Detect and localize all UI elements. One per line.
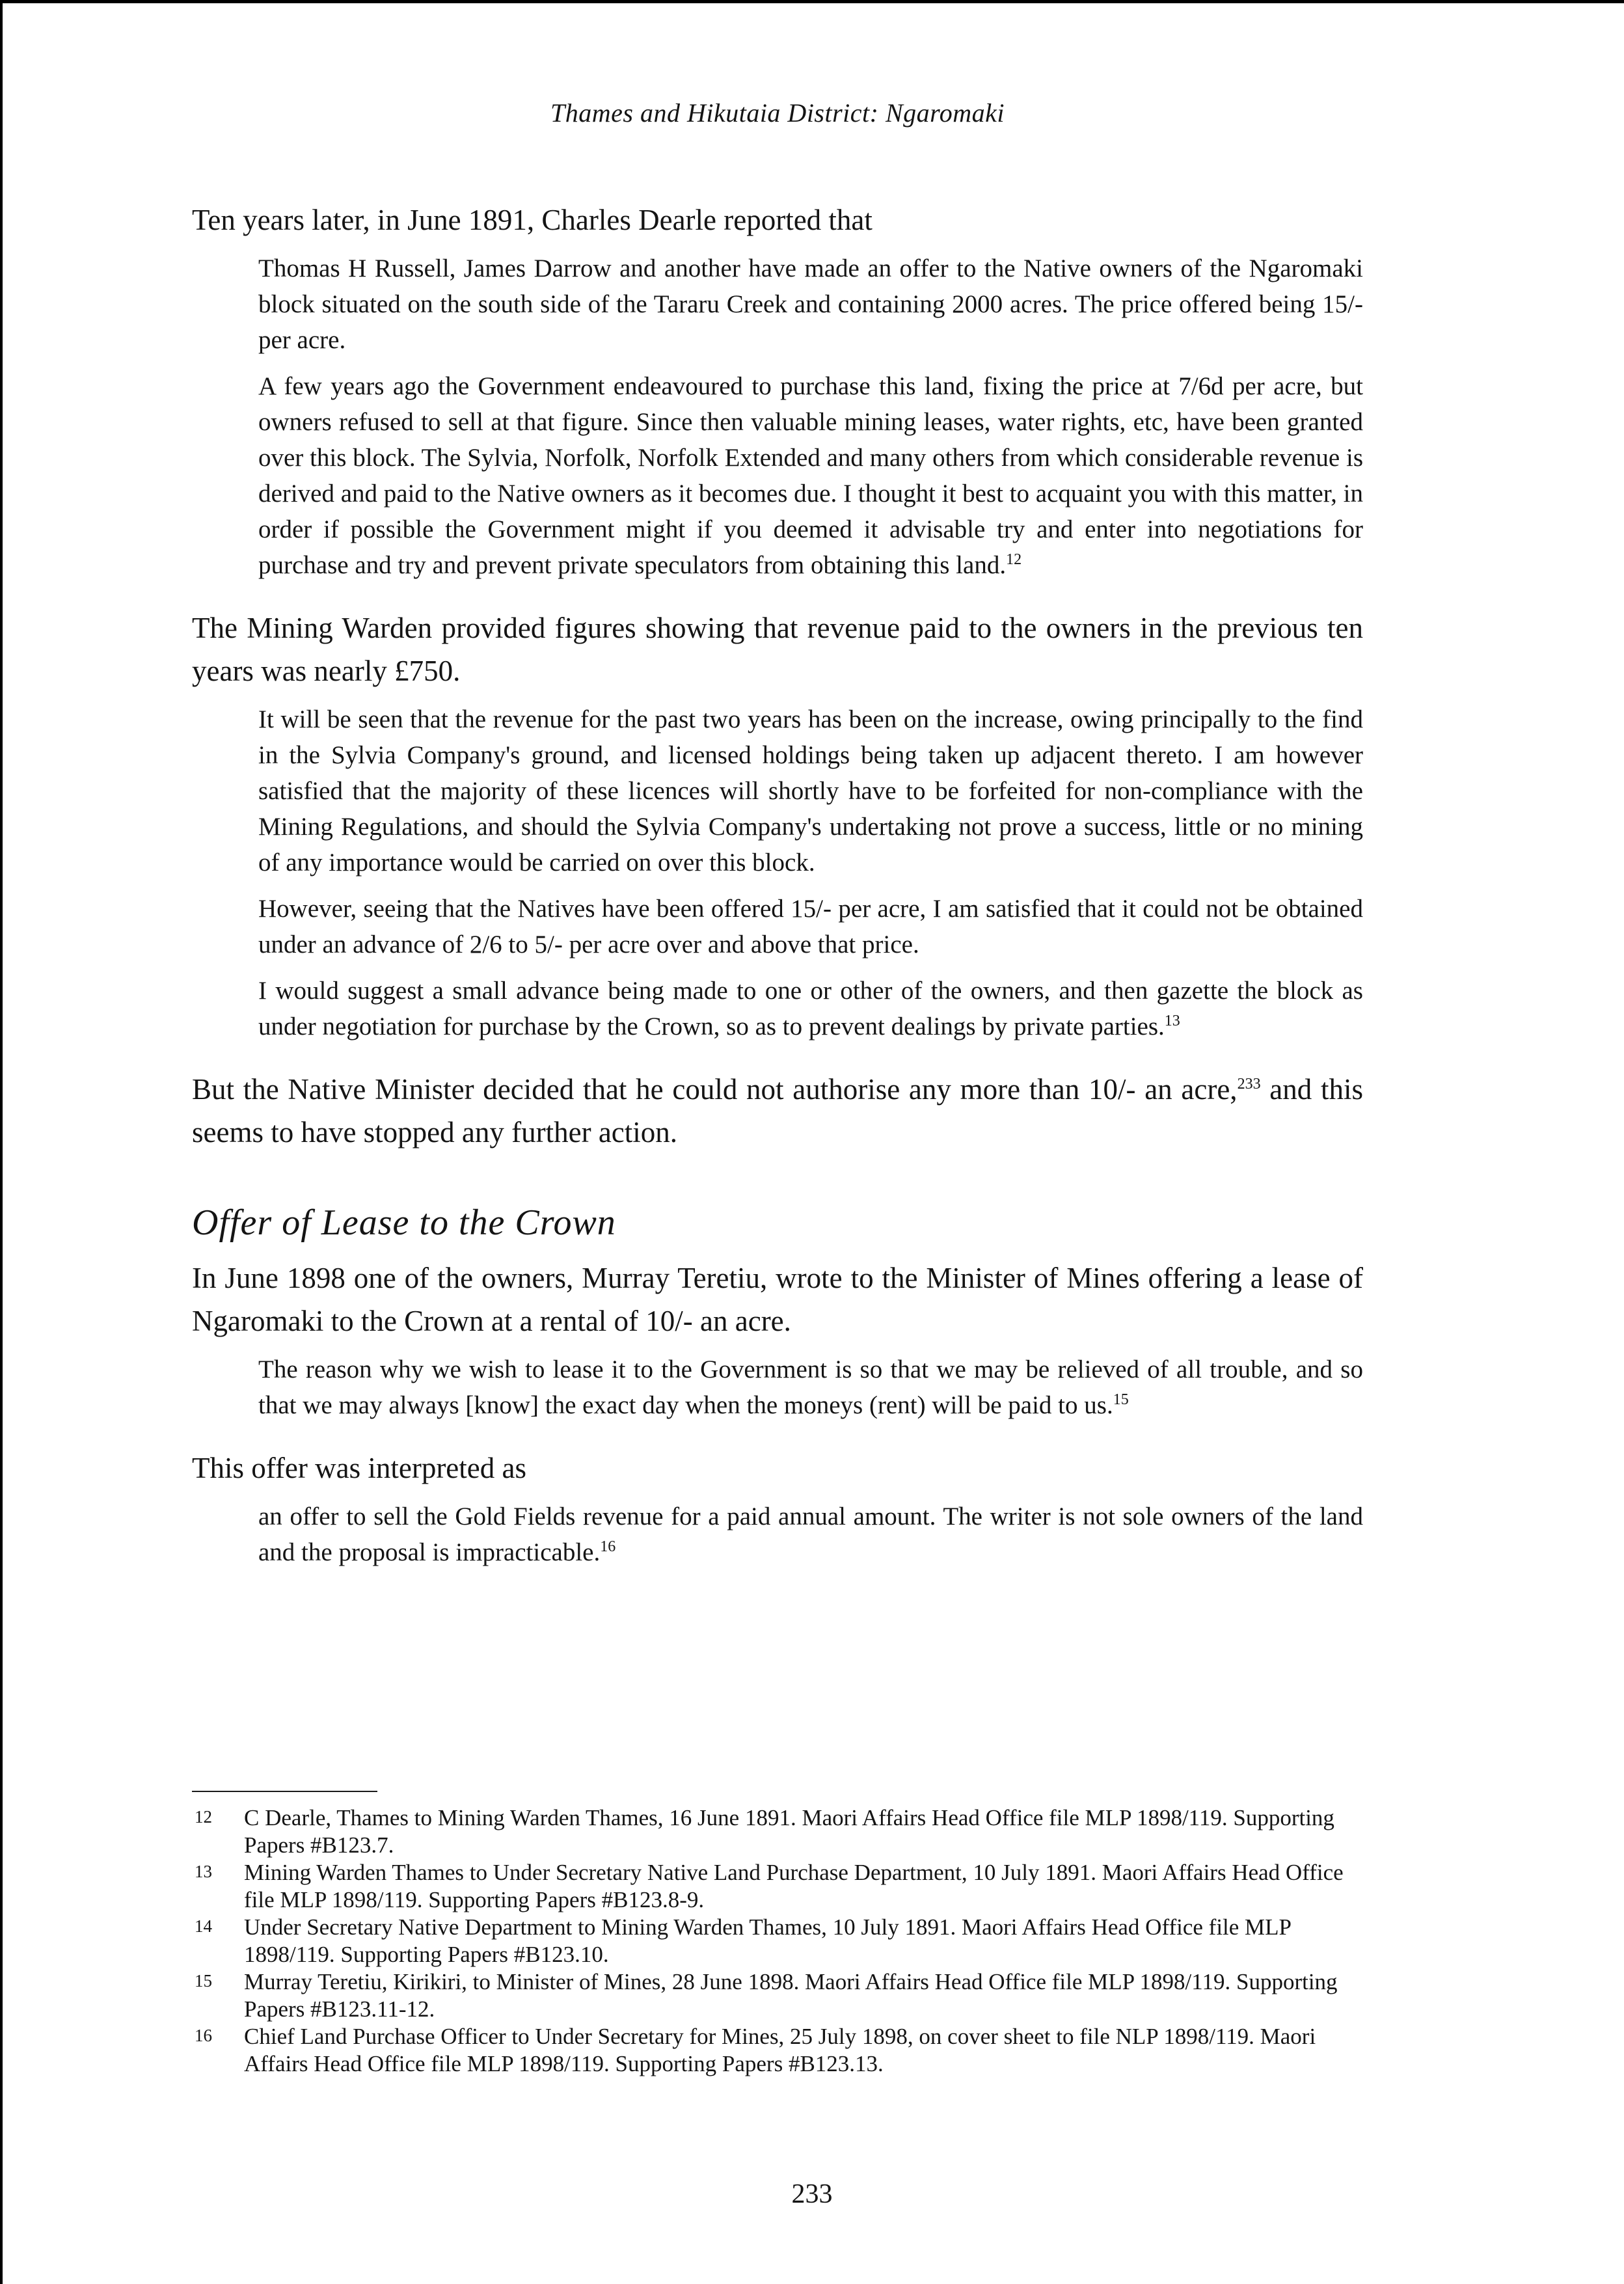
running-head: Thames and Hikutaia District: Ngaromaki [550,98,1005,128]
footnote-number: 16 [195,2026,212,2045]
quote-2c-text: I would suggest a small advance being made to one or other of the owners, and then gazette the block as under negotiation for purchase by the Crown, so as to prevent dealings by private parties. [258,977,1363,1040]
left-border-line [0,0,3,2284]
footnote-ref-12: 12 [1006,551,1022,568]
footnote-ref-15: 15 [1113,1391,1129,1408]
footnote-number: 14 [195,1916,212,1936]
footnote-15 [192,1968,1370,2023]
paragraph-2: The Mining Warden provided figures showing that revenue paid to the owners in the previous ten years was nearly £750. [192,612,1363,687]
paragraph-3-text-b: and this seems to have stopped any further action. [192,1073,1363,1149]
paragraph-3 [192,1068,1363,1154]
quote-paragraph-3 [258,1352,1363,1423]
footnote-12 [192,1804,1370,1859]
page-number: 233 [791,2179,833,2209]
quote-4-text: an offer to sell the Gold Fields revenue for a paid annual amount. The writer is not sole owners of the land and the proposal is impracticable. [258,1502,1363,1566]
footnote-text: C Dearle, Thames to Mining Warden Thames, 16 June 1891. Maori Affairs Head Office file MLP 1898/119. Supporting Papers #B123.7. [244,1805,1334,1858]
quote-3-text: The reason why we wish to lease it to the Government is so that we may be relieved of all trouble, and so that we may always [know] the exact day when the moneys (rent) will be paid to us. [258,1355,1363,1419]
block-quote-1 [192,251,1363,583]
paragraph-3-text-a: But the Native Minister decided that he could not authorise any more than 10/- an acre, [192,1073,1238,1106]
paragraph-4: In June 1898 one of the owners, Murray Teretiu, wrote to the Minister of Mines offering a lease of Ngaromaki to the Crown at a rental of 10/- an acre. [192,1262,1363,1337]
footnote-text: Under Secretary Native Department to Mining Warden Thames, 10 July 1891. Maori Affairs Head Office file MLP 1898/119. Supporting Papers #B123.10. [244,1914,1291,1967]
top-border-line [0,0,1624,3]
paragraph-5: This offer was interpreted as [192,1452,526,1484]
footnotes [192,1804,1370,2078]
footnote-text: Mining Warden Thames to Under Secretary Native Land Purchase Department, 10 July 1891. Maori Affairs Head Office file MLP 1898/119. Supporting Papers #B123.8-9. [244,1860,1344,1912]
footnote-ref-16: 16 [600,1538,616,1555]
footnote-ref-13: 13 [1164,1013,1180,1029]
footnote-14 [192,1914,1370,1968]
footnote-number: 15 [195,1971,212,1991]
quote-paragraph-2c [258,973,1363,1044]
footnote-ref-233: 233 [1237,1076,1261,1093]
footnote-number: 13 [195,1862,212,1881]
footnote-16 [192,2023,1370,2078]
block-quote-2 [192,701,1363,1044]
quote-paragraph-2b: However, seeing that the Natives have been offered 15/- per acre, I am satisfied that it could not be obtained under an advance of 2/6 to 5/- per acre over and above that price. [258,895,1363,958]
quote-paragraph-2a: It will be seen that the revenue for the past two years has been on the increase, owing principally to the find in the Sylvia Company's ground, and licensed holdings being taken up adjacent thereto. I am however satisfied that the majority of these licences will shortly have to be forfeited for non-compliance with the Mining Regulations, and should the Sylvia Company's undertaking not prove a success, little or no mining of any importance would be carried on over this block. [258,705,1363,877]
section-heading: Offer of Lease to the Crown [192,1203,616,1243]
quote-paragraph-1a: Thomas H Russell, James Darrow and another have made an offer to the Native owners of the Ngaromaki block situated on the south side of the Tararu Creek and containing 2000 acres. The price offered being 15/- per acre. [258,254,1363,354]
footnote-number: 12 [195,1807,212,1827]
footnote-text: Murray Teretiu, Kirikiri, to Minister of Mines, 28 June 1898. Maori Affairs Head Office file MLP 1898/119. Supporting Papers #B123.11-12. [244,1969,1338,2022]
footnote-separator [192,1791,377,1792]
footnote-13 [192,1859,1370,1914]
paragraph-1: Ten years later, in June 1891, Charles Dearle reported that [192,204,873,236]
quote-paragraph-1b [258,368,1363,583]
quote-1b-text: A few years ago the Government endeavoured to purchase this land, fixing the price at 7/6d per acre, but owners refused to sell at that figure. Since then valuable mining leases, water rights, etc, have been granted over this block. The Sylvia, Norfolk, Norfolk Extended and many others from which considerable revenue is derived and paid to the Native owners as it becomes due. I thought it best to acquaint you with this matter, in order if possible the Government might if you deemed it advisable try and enter into negotiations for purchase and try and prevent private speculators from obtaining this land. [258,372,1363,579]
quote-paragraph-4 [258,1499,1363,1570]
block-quote-4 [192,1499,1363,1570]
page-body [192,98,1363,1594]
block-quote-3 [192,1352,1363,1423]
footnote-text: Chief Land Purchase Officer to Under Secretary for Mines, 25 July 1898, on cover sheet to file NLP 1898/119. Maori Affairs Head Office file MLP 1898/119. Supporting Papers #B123.13. [244,2024,1316,2076]
